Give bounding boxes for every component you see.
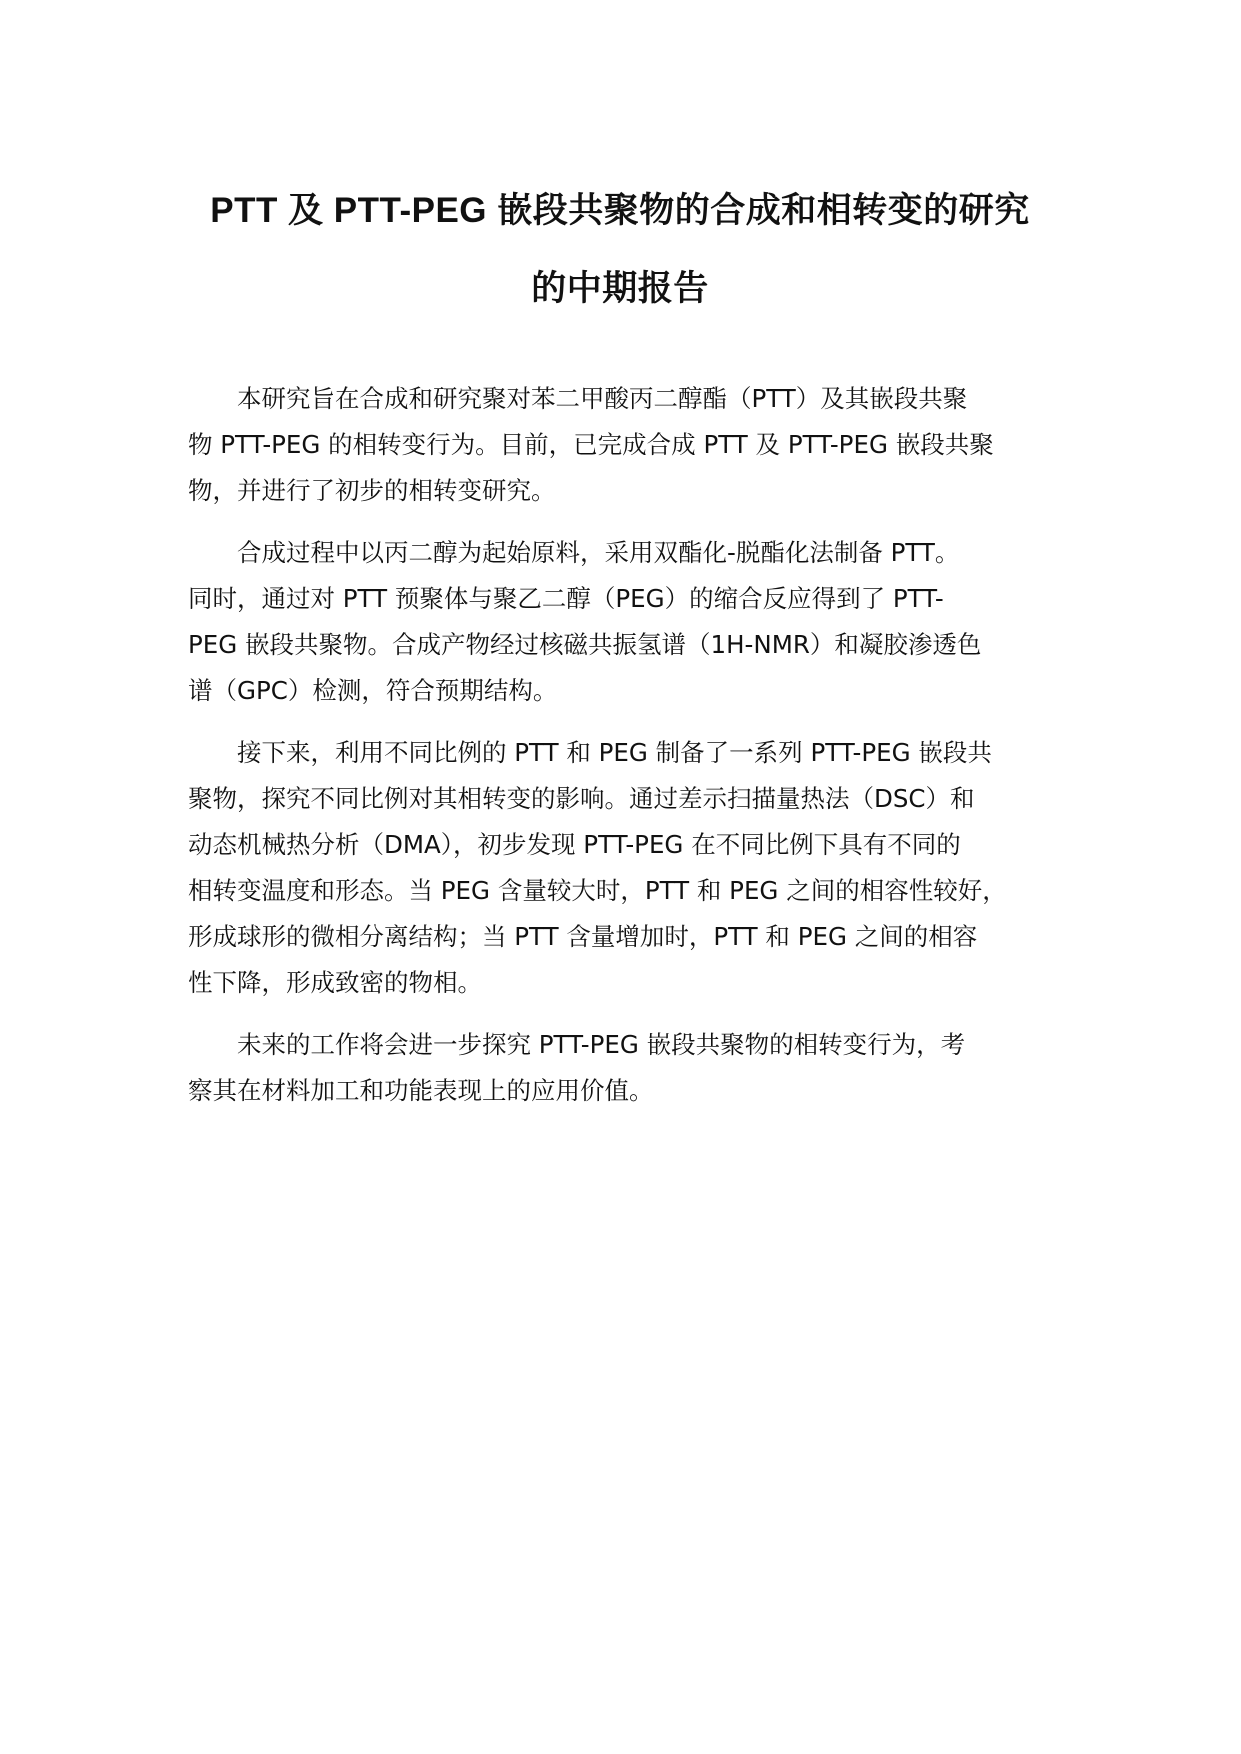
paragraph-line: 聚物，探究不同比例对其相转变的影响。通过差示扫描量热法（DSC）和 xyxy=(188,784,975,813)
paragraph-line: 相转变温度和形态。当 PEG 含量较大时，PTT 和 PEG 之间的相容性较好， xyxy=(188,876,1007,905)
paragraph-line: 动态机械热分析（DMA），初步发现 PTT-PEG 在不同比例下具有不同的 xyxy=(188,830,961,859)
paragraph-phase-transition xyxy=(188,730,1088,1006)
paragraph-line: 谱（GPC）检测，符合预期结构。 xyxy=(188,676,558,705)
paragraph-line: 合成过程中以丙二醇为起始原料，采用双酯化-脱酯化法制备 PTT。 xyxy=(237,538,960,567)
paragraph-line: PEG 嵌段共聚物。合成产物经过核磁共振氢谱（1H-NMR）和凝胶渗透色 xyxy=(188,630,982,659)
paragraph-line: 本研究旨在合成和研究聚对苯二甲酸丙二醇酯（PTT）及其嵌段共聚 xyxy=(237,384,968,413)
title-line-2: 的中期报告 xyxy=(531,269,709,308)
paragraph-line: 察其在材料加工和功能表现上的应用价值。 xyxy=(188,1076,654,1105)
document-title xyxy=(180,172,1060,328)
paragraph-line: 同时，通过对 PTT 预聚体与聚乙二醇（PEG）的缩合反应得到了 PTT- xyxy=(188,584,944,613)
title-line-1: PTT 及 PTT-PEG 嵌段共聚物的合成和相转变的研究 xyxy=(210,191,1030,230)
document-body xyxy=(188,376,1088,1130)
paragraph-synthesis xyxy=(188,530,1088,714)
paragraph-future-work xyxy=(188,1022,1088,1114)
paragraph-line: 形成球形的微相分离结构；当 PTT 含量增加时，PTT 和 PEG 之间的相容 xyxy=(188,922,978,951)
paragraph-line: 物，并进行了初步的相转变研究。 xyxy=(188,476,556,505)
paragraph-line: 未来的工作将会进一步探究 PTT-PEG 嵌段共聚物的相转变行为，考 xyxy=(237,1030,966,1059)
paragraph-intro xyxy=(188,376,1088,514)
paragraph-line: 接下来，利用不同比例的 PTT 和 PEG 制备了一系列 PTT-PEG 嵌段共 xyxy=(237,738,992,767)
paragraph-line: 性下降，形成致密的物相。 xyxy=(188,968,482,997)
paragraph-line: 物 PTT-PEG 的相转变行为。目前，已完成合成 PTT 及 PTT-PEG 嵌段共聚 xyxy=(188,430,994,459)
